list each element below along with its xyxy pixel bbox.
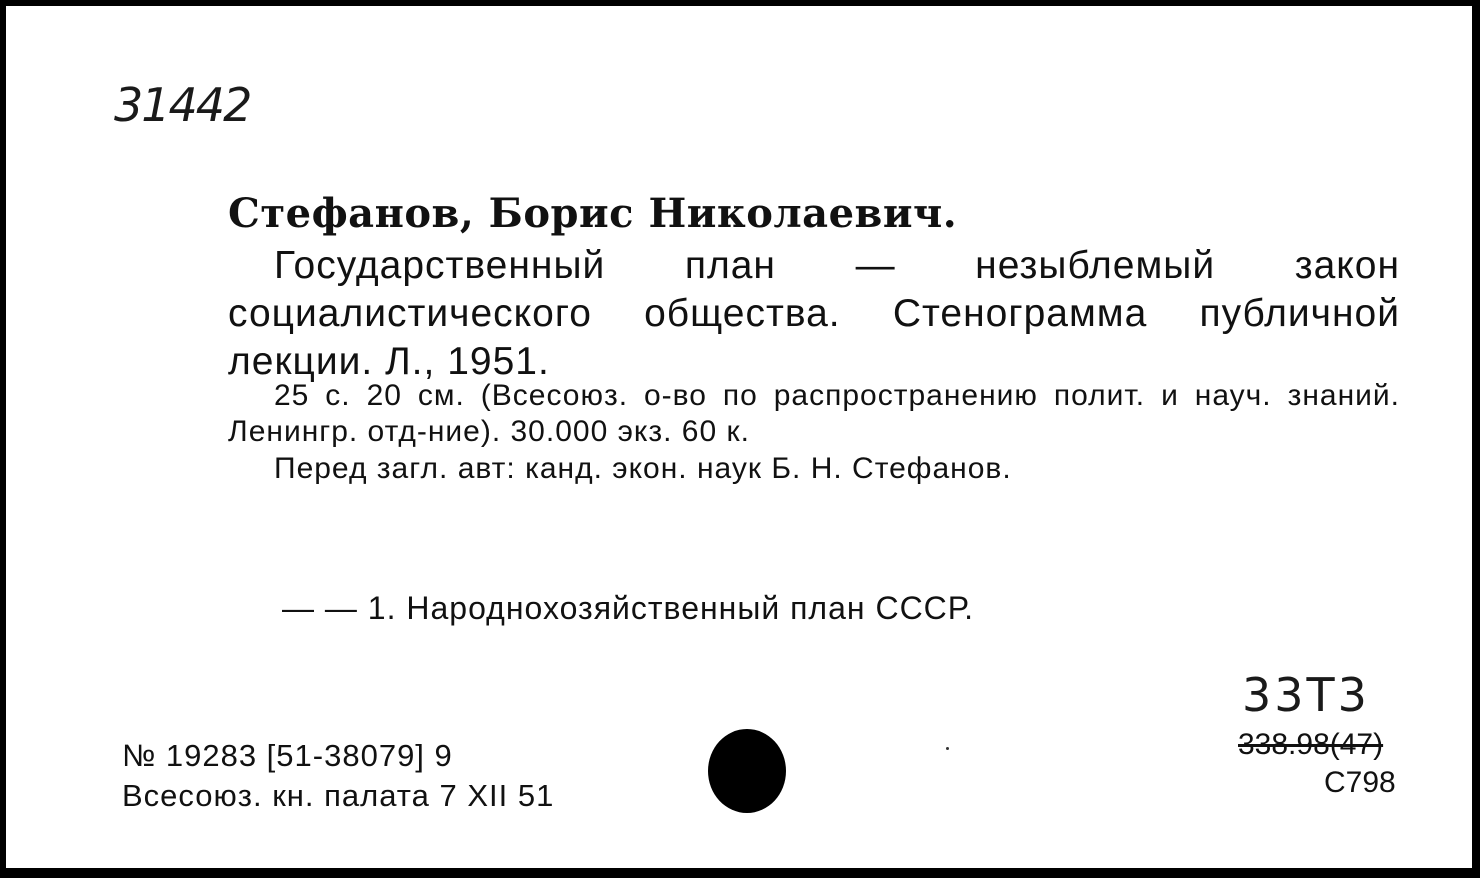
- catalog-card: [3, 3, 1475, 871]
- cutter-number: С798: [1324, 766, 1396, 799]
- chamber-date: Всесоюз. кн. палата 7 XII 51: [122, 778, 555, 813]
- shelf-mark-handwritten: 33Т3: [1242, 668, 1370, 722]
- inventory-number: 31442: [114, 78, 251, 132]
- record-number-block: [122, 736, 554, 816]
- title-statement: Государственный план — незыблемый закон социалистического общества. Стенограмма публичной лекции. Л., 1951.: [228, 244, 1400, 383]
- punch-hole: [708, 729, 786, 813]
- note-statement: Перед загл. авт: канд. экон. наук Б. Н. Стефанов.: [274, 452, 1012, 485]
- paper-speck: [946, 747, 949, 750]
- udc-code-crossed: 338.98(47): [1238, 728, 1384, 761]
- collation-statement: 25 с. 20 см. (Всесоюз. о-во по распространению полит. и науч. знаний. Ленингр. отд-ние). 30.000 экз. 60 к.: [228, 379, 1400, 448]
- subject-heading: — — 1. Народнохозяйственный план СССР.: [282, 590, 974, 626]
- record-number: № 19283 [51-38079] 9: [122, 738, 453, 773]
- author-heading: Стефанов, Борис Николаевич.: [228, 190, 958, 237]
